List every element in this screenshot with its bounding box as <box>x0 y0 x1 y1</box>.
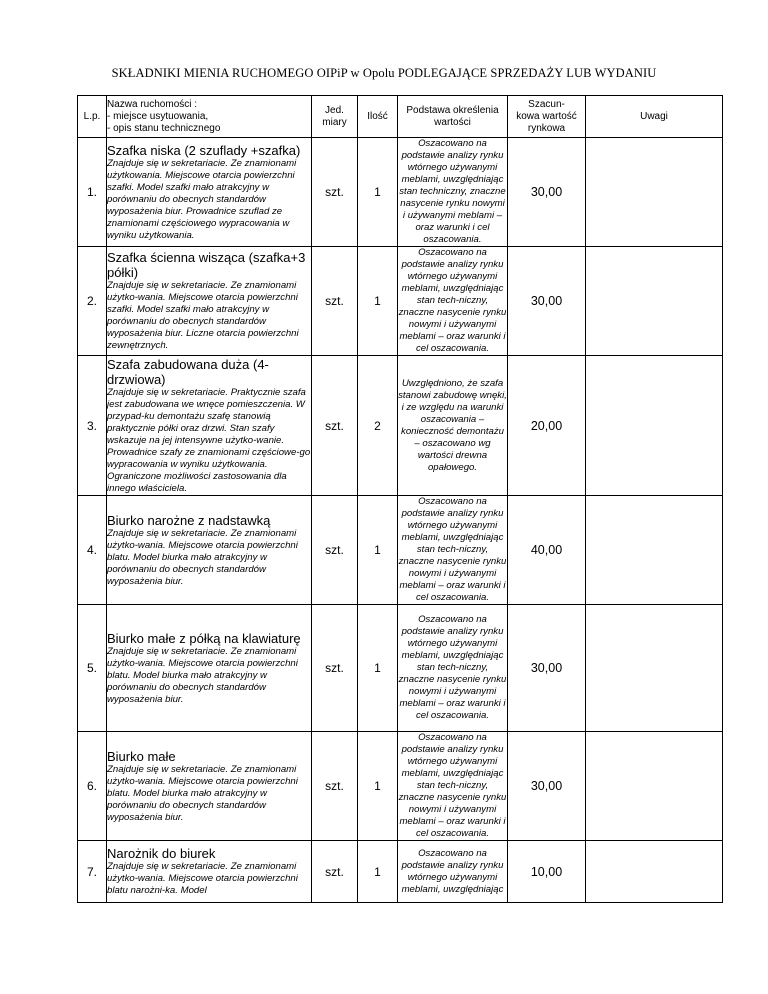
table-row <box>78 732 723 841</box>
table-row <box>78 138 723 247</box>
row-qty: 1 <box>358 496 398 605</box>
header-basis-line2: wartości <box>434 116 471 128</box>
row-description: Znajduje się w sekretariacie. Ze znamionami użytko-wania. Miejscowe otarcia powierzchni blatu. Model biurka mało atrakcyjny w porównaniu do obecnych standardów wyposażenia biur. <box>107 763 298 823</box>
header-value-line1: Szacun- <box>528 98 565 110</box>
row-basis: Oszacowano na podstawie analizy rynku wtórnego używanymi meblami, uwzględniając stan tech-niczny, znaczne nasycenie rynku nowymi i używanymi meblami – oraz warunki i cel oszacowania. <box>398 605 508 732</box>
header-qty: Ilość <box>358 96 398 138</box>
row-description: Znajduje się w sekretariacie. Praktycznie szafa jest zabudowana we wnęce pomieszczenia. W przypad-ku demontażu szafę stanowią praktycznie półki oraz drzwi. Stan szafy wskazuje na jej intensywne użytko-wanie. Prowadnice szafy ze znamionami częściowe-go wypracowania w wyniku użytkowania. Ograniczone możliwości zastosowania dla innego właściciela. <box>107 386 311 494</box>
row-lp: 1. <box>78 138 107 247</box>
table-row <box>78 841 723 903</box>
row-value: 30,00 <box>508 732 586 841</box>
row-description: Znajduje się w sekretariacie. Ze znamionami użytko-wania. Miejscowe otarcia powierzchni blatu. Model biurka mało atrakcyjny w porównaniu do obecnych standardów wyposażenia biur. <box>107 645 298 705</box>
row-description: Znajduje się w sekretariacie. Ze znamionami użytkowania. Miejscowe otarcia powierzchni szafki. Model szafki mało atrakcyjny w porównaniu do obecnych standardów wyposażenia biur. Prowadnice szuflad ze znamionami częściowego wypracowania w wyniku użytkowania. <box>107 157 297 241</box>
row-description: Znajduje się w sekretariacie. Ze znamionami użytko-wania. Miejscowe otarcia powierzchni blatu. Model biurka mało atrakcyjny w porównaniu do obecnych standardów wyposażenia biur. <box>107 527 298 587</box>
row-lp: 6. <box>78 732 107 841</box>
row-lp: 4. <box>78 496 107 605</box>
header-name <box>107 96 312 138</box>
row-value: 30,00 <box>508 138 586 247</box>
row-name: Szafa zabudowana duża (4-drzwiowa) <box>107 356 269 387</box>
header-notes: Uwagi <box>586 96 723 138</box>
row-value: 30,00 <box>508 605 586 732</box>
row-name: Narożnik do biurek <box>107 846 216 861</box>
header-basis <box>398 96 508 138</box>
row-basis: Oszacowano na podstawie analizy rynku wtórnego używanymi meblami, uwzględniając stan tech-niczny, znaczne nasycenie rynku nowymi i używanymi meblami – oraz warunki i cel oszacowania. <box>398 732 507 839</box>
row-qty: 1 <box>358 841 398 903</box>
row-basis: Oszacowano na podstawie analizy rynku wtórnego używanymi meblami, uwzględniając stan tech-niczny, znaczne nasycenie rynku nowymi i używanymi meblami – oraz warunki i cel oszacowania. <box>398 496 507 603</box>
table-row <box>78 496 723 605</box>
row-description: Znajduje się w sekretariacie. Ze znamionami użytko-wania. Miejscowe otarcia powierzchni szafki. Model szafki mało atrakcyjny w porównaniu do obecnych standardów wyposażenia biur. Liczne otarcia powierzchni zewnętrznych. <box>107 280 299 351</box>
row-name-cell <box>107 356 312 496</box>
row-basis: Oszacowano na podstawie analizy rynku wtórnego używanymi meblami, uwzględniając stan techniczny, znaczne nasycenie rynku nowymi i używanymi meblami – oraz warunki i cel oszacowania. <box>399 138 506 245</box>
row-lp: 2. <box>78 247 107 356</box>
table-row <box>78 356 723 496</box>
row-qty: 1 <box>358 732 398 841</box>
row-qty: 1 <box>358 605 398 732</box>
row-name: Biurko małe z półką na klawiaturę <box>107 630 301 646</box>
row-notes <box>586 605 723 732</box>
row-notes <box>586 496 723 605</box>
row-qty: 1 <box>358 138 398 247</box>
row-name-cell <box>107 138 312 247</box>
header-basis-line1: Podstawa określenia <box>406 104 499 116</box>
row-unit: szt. <box>312 841 358 903</box>
row-unit: szt. <box>312 496 358 605</box>
header-name-line2: - miejsce usytuowania, <box>107 111 209 122</box>
row-value: 40,00 <box>508 496 586 605</box>
row-basis: Oszacowano na podstawie analizy rynku wtórnego używanymi meblami, uwzględniając <box>398 841 508 903</box>
row-value: 10,00 <box>508 841 586 903</box>
row-qty: 1 <box>358 247 398 356</box>
table-row <box>78 247 723 356</box>
header-value-line2: kowa wartość <box>516 110 577 122</box>
row-name: Biurko małe <box>107 748 176 764</box>
row-name-cell <box>107 605 312 732</box>
row-value: 20,00 <box>508 356 586 496</box>
header-name-line3: - opis stanu technicznego <box>107 123 221 134</box>
assets-table <box>77 95 723 903</box>
row-unit: szt. <box>312 138 358 247</box>
row-notes <box>586 841 723 903</box>
row-notes <box>586 247 723 356</box>
row-value: 30,00 <box>508 247 586 356</box>
row-lp: 7. <box>78 841 107 903</box>
row-name: Szafka ścienna wisząca (szafka+3 półki) <box>107 250 306 280</box>
row-notes <box>586 732 723 841</box>
row-unit: szt. <box>312 356 358 496</box>
row-notes <box>586 356 723 496</box>
header-unit-line2: miary <box>322 116 347 128</box>
table-header-row <box>78 96 723 138</box>
row-basis: Uwzględniono, że szafa stanowi zabudowę wnęki, i ze względu na warunki oszacowania – konieczność demontażu – oszacowano wg wartości drewna opałowego. <box>398 356 508 496</box>
header-name-line1: Nazwa ruchomości : <box>107 99 198 110</box>
row-name-cell <box>107 247 312 356</box>
row-lp: 5. <box>78 605 107 732</box>
row-qty: 2 <box>358 356 398 496</box>
row-lp: 3. <box>78 356 107 496</box>
row-unit: szt. <box>312 732 358 841</box>
row-unit: szt. <box>312 605 358 732</box>
header-unit-line1: Jed. <box>325 104 344 116</box>
row-basis: Oszacowano na podstawie analizy rynku wtórnego używanymi meblami, uwzględniając stan tech-niczny, znaczne nasycenie rynku nowymi i używanymi meblami – oraz warunki i cel oszacowania. <box>398 247 507 354</box>
row-name: Szafka niska (2 szuflady +szafka) <box>107 142 301 158</box>
table-row <box>78 605 723 732</box>
row-name-cell <box>107 732 312 841</box>
row-name: Biurko narożne z nadstawką <box>107 512 271 528</box>
row-unit: szt. <box>312 247 358 356</box>
header-lp: L.p. <box>78 96 107 138</box>
header-value-line3: rynkowa <box>527 122 566 134</box>
header-value <box>508 96 586 138</box>
document-title: SKŁADNIKI MIENIA RUCHOMEGO OIPiP w Opolu PODLEGAJĄCE SPRZEDAŻY LUB WYDANIU <box>111 66 657 80</box>
row-notes <box>586 138 723 247</box>
row-description: Znajduje się w sekretariacie. Ze znamionami użytko-wania. Miejscowe otarcia powierzchni blatu narożni-ka. Model <box>107 861 298 896</box>
header-unit <box>312 96 358 138</box>
row-name-cell <box>107 496 312 605</box>
row-name-cell <box>107 841 312 903</box>
